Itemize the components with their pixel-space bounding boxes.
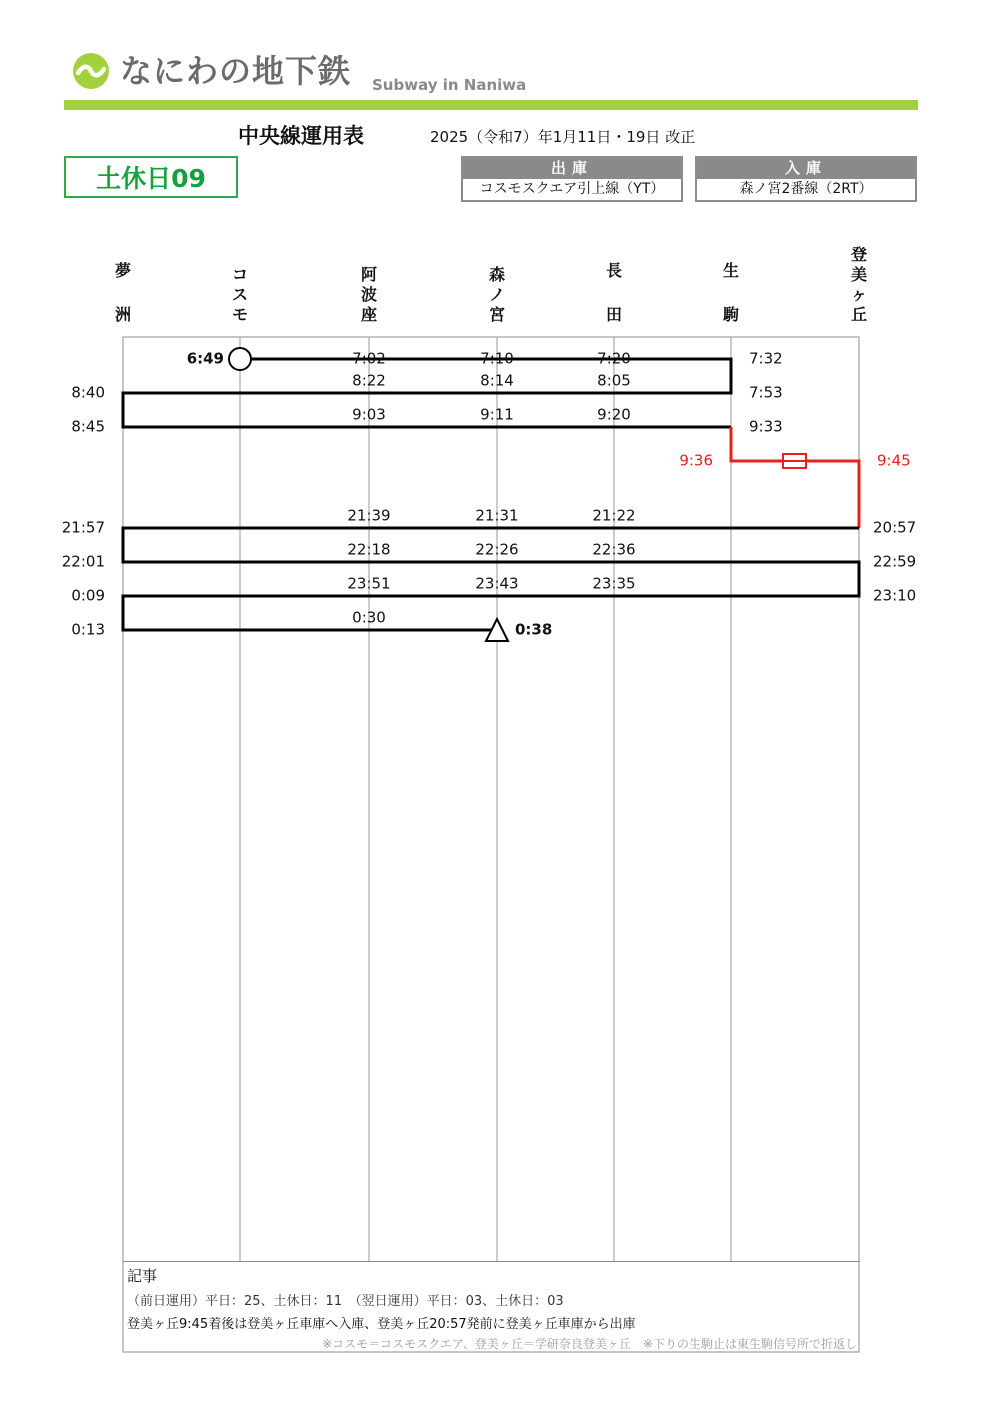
time-label-r2_nagata: 8:05 <box>597 371 631 390</box>
time-label-end: 0:38 <box>515 620 553 639</box>
schedule-id-badge: 土休日09 <box>64 156 238 198</box>
station-header-ikoma: 生 駒 <box>722 261 739 324</box>
time-label-r3_mori: 9:11 <box>480 405 514 424</box>
time-label-r5_yume: 22:01 <box>61 552 105 571</box>
document-title: 中央線運用表 <box>238 124 364 148</box>
time-label-start: 6:49 <box>186 349 224 368</box>
time-label-r1_nagata: 7:20 <box>597 349 631 368</box>
depot-in-value: 森ノ宮2番線（2RT） <box>739 181 873 197</box>
time-label-r6_tomi: 23:10 <box>873 586 917 605</box>
diagram-grid <box>123 337 859 1352</box>
time-label-r2_awaza: 8:22 <box>352 371 386 390</box>
time-label-r6_yume: 0:09 <box>71 586 105 605</box>
station-header-cosmo: コ ス モ <box>231 265 248 324</box>
time-label-r2_yume: 8:40 <box>71 383 105 402</box>
time-label-r4_tomi: 20:57 <box>873 518 917 537</box>
time-label-r5_tomi: 22:59 <box>873 552 917 571</box>
run-path-depot-move <box>731 427 859 528</box>
time-label-r7_awaza: 0:30 <box>352 608 386 627</box>
depot-in-label: 入庫 <box>697 158 915 179</box>
remark-operation-link: （前日運用）平日：25、土休日：11 （翌日運用）平日：03、土休日：03 <box>127 1294 564 1309</box>
time-label-r1_ikoma: 7:32 <box>749 349 783 368</box>
station-header-yumeshima: 夢 洲 <box>114 261 131 324</box>
time-label-r4_mori: 21:31 <box>475 506 519 525</box>
station-header-morinomiya: 森 ノ 宮 <box>488 265 505 324</box>
time-label-r6_awaza: 23:51 <box>347 574 391 593</box>
remark-depot-note: 登美ヶ丘9:45着後は登美ヶ丘車庫へ入庫、登美ヶ丘20:57発前に登美ヶ丘車庫から出庫 <box>127 1317 636 1332</box>
depot-out-value: コスモスクエア引上線（YT） <box>479 181 665 197</box>
time-label-red_tomi: 9:45 <box>877 451 911 470</box>
time-label-r3_nagata: 9:20 <box>597 405 631 424</box>
time-label-r3_yume: 8:45 <box>71 417 105 436</box>
time-label-r4_nagata: 21:22 <box>592 506 636 525</box>
time-label-r6_nagata: 23:35 <box>592 574 636 593</box>
revision-date: 2025（令和7）年1月11日・19日 改正 <box>430 128 696 146</box>
time-label-r5_nagata: 22:36 <box>592 540 636 559</box>
time-label-r3_awaza: 9:03 <box>352 405 386 424</box>
station-header-nagata: 長 田 <box>605 261 622 324</box>
time-label-r7_yume: 0:13 <box>71 620 105 639</box>
time-label-r3_ikoma: 9:33 <box>749 417 783 436</box>
run-path-morning <box>123 359 731 427</box>
time-label-r1_awaza: 7:02 <box>352 349 386 368</box>
time-label-r2_mori: 8:14 <box>480 371 514 390</box>
remarks-title: 記事 <box>127 1267 158 1285</box>
time-label-red_ikoma: 9:36 <box>679 451 713 470</box>
time-label-r5_awaza: 22:18 <box>347 540 391 559</box>
time-label-r4_awaza: 21:39 <box>347 506 391 525</box>
remark-footnote: ※コスモ＝コスモスクエア、登美ヶ丘＝学研奈良登美ヶ丘 ※下りの生駒止は東生駒信号所で折返し <box>322 1337 857 1351</box>
brand-subtitle: Subway in Naniwa <box>372 76 527 94</box>
time-label-r1_mori: 7:10 <box>480 349 514 368</box>
time-label-r2_ikoma: 7:53 <box>749 383 783 402</box>
station-header-tomigaoka: 登 美 ヶ 丘 <box>850 245 867 324</box>
start-circle-icon <box>229 348 251 370</box>
diagram-frame <box>123 337 859 1352</box>
time-label-r4_yume: 21:57 <box>61 518 105 537</box>
depot-out-label: 出庫 <box>463 158 681 179</box>
station-header-awaza: 阿 波 座 <box>360 265 377 324</box>
time-label-r6_mori: 23:43 <box>475 574 519 593</box>
time-label-r5_mori: 22:26 <box>475 540 519 559</box>
brand-name: なにわの地下鉄 <box>120 52 352 90</box>
